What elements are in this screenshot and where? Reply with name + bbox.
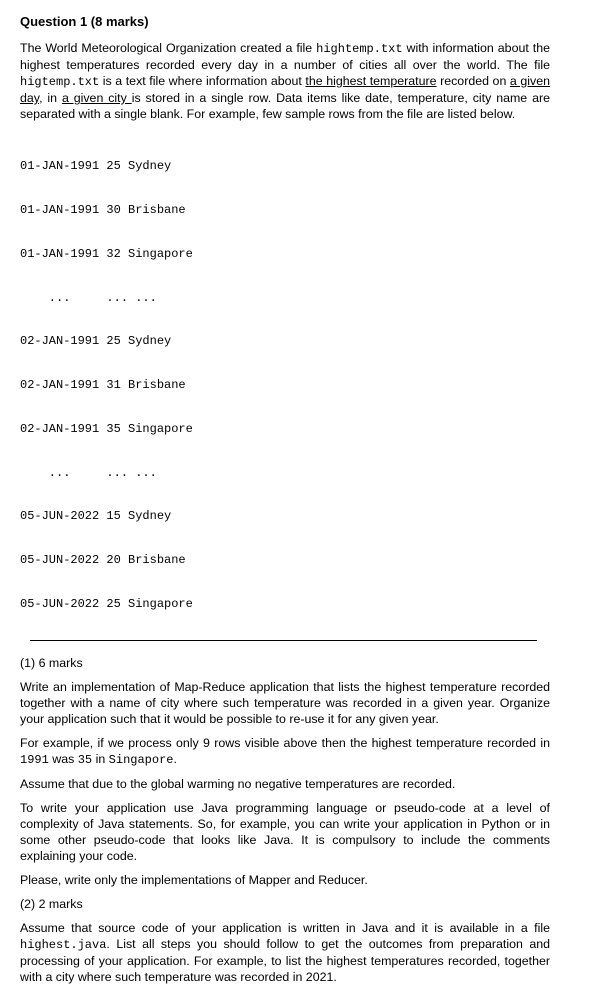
part1-p2-text-1: For example, if we process only 9 rows visible above then the highest temperature recorded in bbox=[20, 735, 550, 750]
part1-paragraph-3: Assume that due to the global warming no negative temperatures are recorded. bbox=[20, 776, 456, 791]
example-city: Singapore bbox=[108, 752, 174, 767]
part1-paragraph-5: Please, write only the implementations of Mapper and Reducer. bbox=[20, 872, 368, 887]
sample-row-ellipsis: ... ... ... bbox=[20, 465, 157, 480]
bottom-divider bbox=[30, 640, 537, 641]
part2-paragraph-1 bbox=[20, 920, 550, 985]
filename-highest-java: highest.java bbox=[20, 937, 107, 952]
sample-row: 01-JAN-1991 30 Brisbane bbox=[20, 202, 186, 217]
sample-row: 05-JUN-2022 15 Sydney bbox=[20, 509, 172, 524]
part1-paragraph-1: Write an implementation of Map-Reduce application that lists the highest temperature recorded together with a name of city where such temperature was recorded in a given year. Organize your application such that it would be possible to re-use it for any given year. bbox=[20, 679, 550, 726]
sample-row: 02-JAN-1991 25 Sydney bbox=[20, 334, 172, 349]
sample-row: 05-JUN-2022 20 Brisbane bbox=[20, 553, 186, 568]
intro-text-1: The World Meteorological Organization created a file bbox=[20, 41, 317, 55]
example-year: 1991 bbox=[20, 752, 49, 767]
part1-p2-text-2: was bbox=[48, 751, 78, 766]
sample-row: 02-JAN-1991 35 Singapore bbox=[20, 421, 193, 436]
underlined-given-day: a given day bbox=[20, 74, 550, 105]
part1-paragraph-2 bbox=[20, 735, 550, 768]
intro-text-4: recorded on bbox=[436, 74, 510, 88]
part2-p1-text-2: . List all steps you should follow to get the outcomes from preparation and processing of your application. For example, to list the highest temperatures recorded, together with a city where such temperature was recorded in 2021. bbox=[20, 936, 550, 984]
question-document bbox=[20, 14, 550, 993]
sample-row-ellipsis: ... ... ... bbox=[20, 290, 157, 305]
question-title: Question 1 (8 marks) bbox=[20, 14, 149, 29]
part1-label: (1) 6 marks bbox=[20, 655, 83, 670]
intro-text-2: with information about the highest temperatures recorded every day in a number of cities all over the world. The file bbox=[20, 41, 550, 72]
sample-row: 01-JAN-1991 32 Singapore bbox=[20, 246, 193, 261]
part1-p2-text-4: . bbox=[173, 751, 177, 766]
part1-paragraph-4: To write your application use Java programming language or pseudo-code at a level of complexity of Java statements. So, for example, you can write your application in Python or in some other pseudo-code that looks like Java. It is compulsory to include the comments explaining your code. bbox=[20, 800, 550, 863]
sample-row: 02-JAN-1991 31 Brisbane bbox=[20, 378, 186, 393]
part1-p2-text-3: in bbox=[92, 751, 109, 766]
sample-row: 05-JUN-2022 25 Singapore bbox=[20, 597, 193, 611]
filename-hightemp: hightemp.txt bbox=[316, 42, 403, 56]
intro-text-6: is stored in a single row. Data items like date, temperature, city name are separated with a single blank. For example, few sample rows from the file are listed below. bbox=[20, 91, 550, 121]
intro-text-3: is a text file where information about bbox=[99, 74, 306, 88]
intro-paragraph bbox=[20, 40, 550, 122]
example-temperature: 35 bbox=[77, 752, 93, 767]
filename-higtemp: higtemp.txt bbox=[20, 75, 100, 89]
intro-text-5: , in bbox=[39, 91, 62, 105]
underlined-highest-temperature: the highest temperature bbox=[305, 74, 437, 88]
part2-p1-text-1: Assume that source code of your application is written in Java and it is available in a file bbox=[20, 920, 550, 935]
part2-label: (2) 2 marks bbox=[20, 896, 83, 911]
underlined-given-city: a given city bbox=[61, 91, 132, 105]
sample-rows-block bbox=[20, 130, 550, 641]
sample-row: 01-JAN-1991 25 Sydney bbox=[20, 159, 172, 174]
